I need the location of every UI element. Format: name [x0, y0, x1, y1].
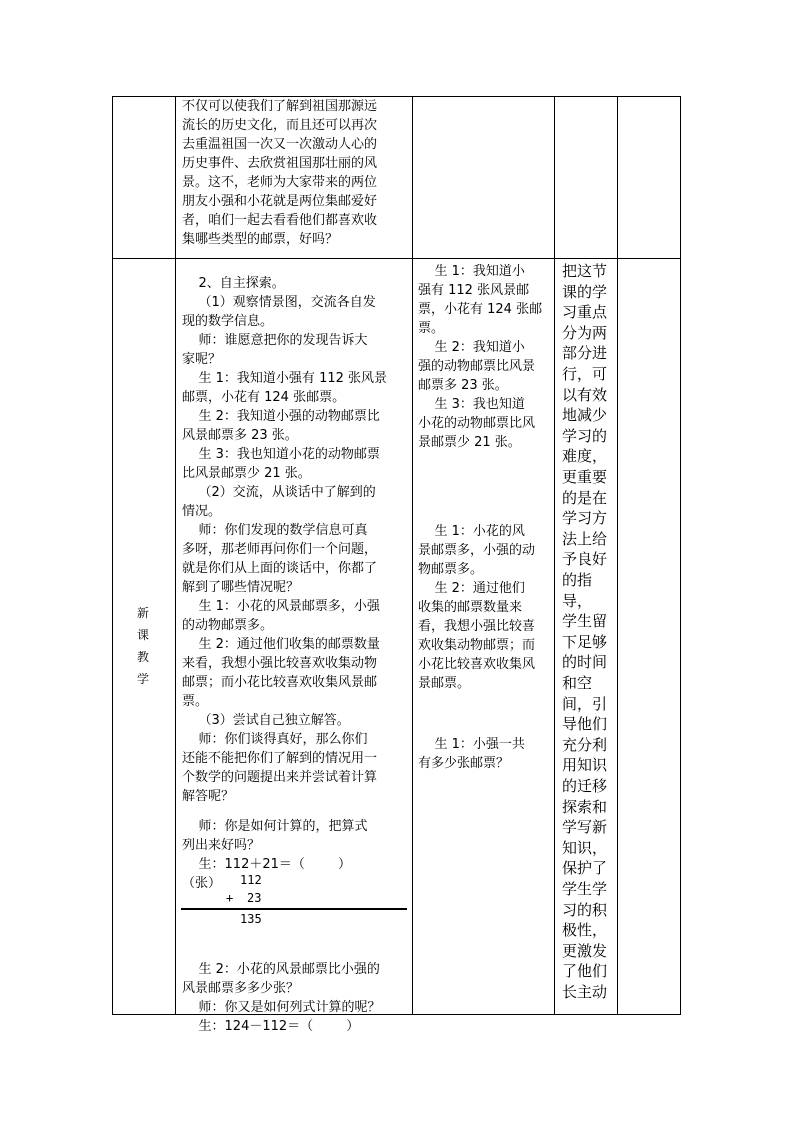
text-line: 景邮票。 [418, 676, 471, 691]
text-line: 以有效 [562, 385, 608, 404]
text-line: 知识， [562, 838, 608, 857]
text-line: 强的动物邮票比风景 [418, 359, 536, 374]
text-line: 的动物邮票多。 [182, 618, 274, 633]
text-line: 师：你是如何计算的，把算式 [182, 819, 368, 834]
text-line: 习的积 [562, 900, 608, 919]
text-line: 生 3：我也知道小花的动物邮票 [182, 447, 380, 462]
text-line: 生 1：小花的风 [418, 524, 525, 539]
calc-operator: + [226, 891, 234, 905]
text-line: 朋友小强和小花就是两位集邮爱好 [182, 194, 378, 209]
text-line: 更激发 [562, 941, 608, 960]
text-line: 行，可 [562, 365, 608, 383]
text-line: 收集的邮票数量来 [418, 600, 523, 615]
text-line: 去重温祖国一次又一次激动人心的 [182, 137, 378, 152]
text-line: 师：你们谈得真好，那么你们 [182, 732, 368, 747]
text-line: 极性， [562, 921, 608, 940]
text-line: （2）交流，从谈话中了解到的 [182, 485, 376, 500]
text-line: 难度， [562, 447, 608, 466]
text-line: 分为两 [562, 323, 608, 342]
text-line: 解到了哪些情况呢？ [182, 580, 300, 595]
column-divider [175, 96, 176, 1015]
text-line: 邮票；而小花比较喜欢收集风景邮 [182, 675, 378, 690]
text-line: 把这节 [562, 262, 608, 280]
text-line: 邮票，小花有 124 张邮票。 [182, 390, 346, 405]
text-line: 生 1：我知道小强有 112 张风景 [182, 371, 388, 386]
text-line: 部分进 [562, 344, 608, 363]
text-line: 解答呢？ [182, 789, 235, 804]
stage-char: 课 [136, 628, 149, 642]
text-line: 长主动 [562, 983, 608, 1001]
text-line: 师：你们发现的数学信息可真 [182, 523, 368, 538]
stage-char: 新 [136, 606, 149, 620]
calc-addend: 112 [240, 873, 262, 887]
text-line: 生 2：通过他们 [418, 581, 525, 596]
text-line: 保护了 [562, 859, 608, 878]
text-line: 物邮票多。 [418, 562, 484, 577]
text-line: 历史事件、去欣赏祖国那壮丽的风 [182, 156, 378, 171]
text-line: 了他们 [562, 962, 608, 981]
text-line: 票。 [418, 321, 445, 336]
text-line: 的时间 [562, 653, 608, 672]
text-line: 生 1：我知道小 [418, 264, 525, 279]
calc-addend: 23 [247, 891, 262, 905]
text-line: 还能不能把你们了解到的情况用一 [182, 751, 378, 766]
text-line: 小花的动物邮票比风 [418, 416, 536, 431]
text-line: 生：112＋21＝（ ） [182, 857, 351, 872]
stage-label [130, 602, 156, 690]
text-line: 学写新 [562, 818, 608, 837]
text-line: 个数学的问题提出来并尝试着计算 [182, 770, 378, 785]
column-divider [554, 96, 555, 1015]
table-left-border [112, 96, 113, 1015]
text-line: 更重要 [562, 468, 608, 486]
text-line: 票。 [182, 694, 209, 709]
text-line: 来看，我想小强比较喜欢收集动物 [182, 656, 378, 671]
text-line: （3）尝试自己独立解答。 [182, 713, 350, 728]
text-line: 看，我想小强比较喜 [418, 619, 536, 634]
text-line: 生 2：通过他们收集的邮票数量 [182, 637, 380, 652]
text-line: 导他们 [562, 715, 608, 734]
text-line: 生 2：小花的风景邮票比小强的 [182, 962, 380, 977]
stage-char: 学 [136, 672, 149, 686]
calc-result: 135 [240, 912, 262, 926]
text-line: 集哪些类型的邮票，好吗？ [182, 232, 339, 247]
text-line: 间，引 [562, 694, 608, 713]
text-line: 景。这不，老师为大家带来的两位 [182, 175, 378, 190]
text-line: 地减少 [562, 406, 608, 425]
text-line: 学生学 [562, 880, 608, 898]
text-line: （张） [182, 876, 222, 891]
text-line: 习重点 [562, 303, 608, 322]
row-divider [112, 258, 681, 259]
calc-line [181, 908, 407, 910]
text-line: 下足够 [562, 632, 608, 651]
text-line: 列出来好吗？ [182, 838, 261, 853]
text-line: 法上给 [562, 529, 608, 548]
text-line: 邮票多 23 张。 [418, 378, 508, 393]
text-line: 风景邮票多多少张？ [182, 981, 300, 996]
text-line: 生 2：我知道小强的动物邮票比 [182, 409, 380, 424]
text-line: 生 3：我也知道 [418, 397, 525, 412]
text-line: 充分利 [562, 735, 608, 754]
text-line: 欢收集动物邮票；而 [418, 638, 536, 653]
text-line: 学生留 [562, 612, 608, 631]
text-line: 予良好 [562, 550, 608, 569]
text-line: 导， [562, 591, 593, 610]
text-line: 师：谁愿意把你的发现告诉大 [182, 333, 368, 348]
text-line: 有多少张邮票？ [418, 756, 510, 771]
text-line: 情况。 [182, 504, 222, 519]
text-line: 家呢？ [182, 352, 222, 367]
text-line: 小花比较喜欢收集风 [418, 657, 536, 672]
text-line: 风景邮票多 23 张。 [182, 428, 298, 443]
table-right-border [680, 96, 681, 1015]
text-line: 现的数学信息。 [182, 314, 274, 329]
text-line: 多呀，那老师再问你们一个问题， [182, 542, 378, 557]
text-line: 学习方 [562, 509, 608, 528]
text-line: 生 2：我知道小 [418, 340, 525, 355]
column-divider [617, 96, 618, 1015]
text-line: 就是你们从上面的谈话中，你都了 [182, 561, 378, 576]
text-line: 流长的历史文化，而且还可以再次 [182, 118, 378, 133]
text-line: 的指 [562, 571, 593, 589]
text-line: 师：你又是如何列式计算的呢？ [182, 1000, 381, 1015]
text-line: 用知识 [562, 756, 608, 775]
text-line: 景邮票少 21 张。 [418, 435, 521, 450]
text-line: 强有 112 张风景邮 [418, 283, 530, 298]
text-line: 景邮票多，小强的动 [418, 543, 536, 558]
text-line: 2、自主探索。 [182, 276, 285, 291]
text-line: 的是在 [562, 488, 608, 507]
text-line: （1）观察情景图，交流各自发 [182, 295, 376, 310]
text-line: 者，咱们一起去看看他们都喜欢收 [182, 213, 378, 228]
column-divider [412, 96, 413, 1015]
text-line: 的迁移 [562, 777, 608, 795]
text-line: 和空 [562, 674, 593, 692]
text-line: 课的学 [562, 282, 608, 301]
text-line: 生 1：小强一共 [418, 737, 525, 752]
text-line: 票，小花有 124 张邮 [418, 302, 543, 317]
text-line: 不仅可以使我们了解到祖国那源远 [182, 99, 378, 114]
text-line: 生 1：小花的风景邮票多，小强 [182, 599, 380, 614]
text-line: 生：124－112＝（ ） [182, 1019, 360, 1034]
text-line: 探索和 [562, 797, 608, 816]
text-line: 比风景邮票少 21 张。 [182, 466, 311, 481]
stage-char: 教 [136, 650, 149, 664]
text-line: 学习的 [562, 426, 608, 445]
